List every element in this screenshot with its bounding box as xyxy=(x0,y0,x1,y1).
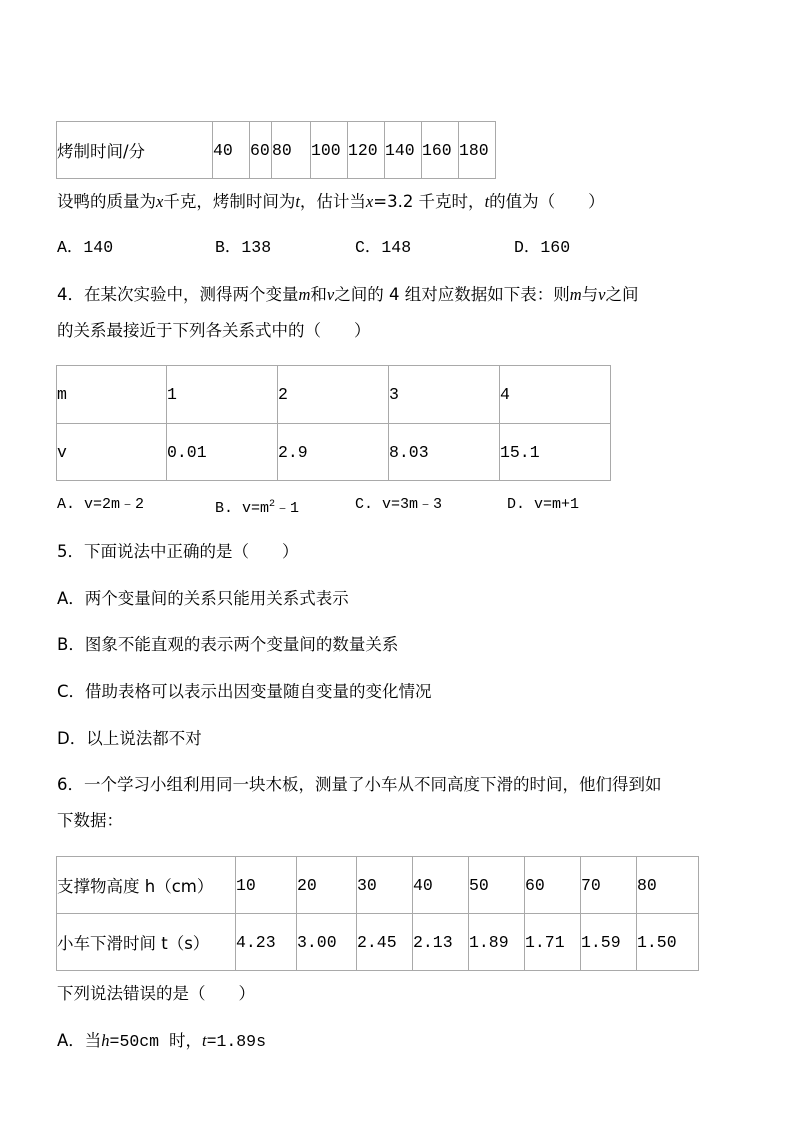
q6-table-cell: 1.59 xyxy=(581,914,637,971)
q3-option-d: D．160 xyxy=(514,238,571,257)
q6-table-cell: 70 xyxy=(581,857,637,914)
q6-table-cell: 80 xyxy=(637,857,699,914)
q6-stem-line1: 6．一个学习小组利用同一块木板，测量了小车从不同高度下滑的时间，他们得到如 xyxy=(57,775,662,794)
q3-option-b: B．138 xyxy=(215,238,272,257)
q5-option-b: B．图象不能直观的表示两个变量间的数量关系 xyxy=(57,635,399,654)
q3-option-c: C．148 xyxy=(355,238,412,257)
q3-table xyxy=(56,121,496,179)
q5-option-a: A．两个变量间的关系只能用关系式表示 xyxy=(57,589,349,608)
q6-table-cell: 10 xyxy=(236,857,297,914)
q6-table-header-time: 小车下滑时间 t（s） xyxy=(57,914,236,971)
q4-table-header-v: v xyxy=(57,424,167,481)
q6-table-cell: 2.45 xyxy=(357,914,413,971)
q4-stem-line2: 的关系最接近于下列各关系式中的（ ） xyxy=(57,321,371,340)
q3-table-cell: 40 xyxy=(213,122,250,179)
q3-stem: 设鸭的质量为x千克，烤制时间为t，估计当x=3.2 千克时，t的值为（ ） xyxy=(57,192,605,211)
q6-table-cell: 50 xyxy=(469,857,525,914)
q6-question: 下列说法错误的是（ ） xyxy=(57,984,255,1003)
q4-table-cell: 2 xyxy=(278,366,389,424)
q3-table-cell: 140 xyxy=(385,122,422,179)
q5-stem: 5．下面说法中正确的是（ ） xyxy=(57,542,299,561)
q6-table-cell: 60 xyxy=(525,857,581,914)
q3-table-cell: 180 xyxy=(459,122,496,179)
q6-table-cell: 1.71 xyxy=(525,914,581,971)
q3-table-cell: 120 xyxy=(348,122,385,179)
q6-table-cell: 2.13 xyxy=(413,914,469,971)
q4-stem-line1: 4．在某次实验中，测得两个变量m和v之间的 4 组对应数据如下表：则m与v之间 xyxy=(57,285,639,304)
q4-table-cell: 4 xyxy=(500,366,611,424)
q6-table-cell: 3.00 xyxy=(297,914,357,971)
q3-table-cell: 160 xyxy=(422,122,459,179)
q6-table-header-height: 支撑物高度 h（cm） xyxy=(57,857,236,914)
q4-table xyxy=(56,365,611,481)
q3-table-cell: 100 xyxy=(311,122,348,179)
q6-table-cell: 40 xyxy=(413,857,469,914)
q4-table-cell: 15.1 xyxy=(500,424,611,481)
q4-table-cell: 8.03 xyxy=(389,424,500,481)
q3-table-header: 烤制时间/分 xyxy=(57,122,213,179)
q3-table-cell: 80 xyxy=(272,122,311,179)
q4-option-c: C. v=3m﹣3 xyxy=(355,496,443,513)
q6-table-cell: 30 xyxy=(357,857,413,914)
q6-table-cell: 4.23 xyxy=(236,914,297,971)
q6-stem-line2: 下数据： xyxy=(57,811,123,830)
q4-table-cell: 2.9 xyxy=(278,424,389,481)
q6-table-cell: 1.50 xyxy=(637,914,699,971)
q6-option-a: A．当h=50cm 时，t=1.89s xyxy=(57,1031,266,1051)
q4-table-header-m: m xyxy=(57,366,167,424)
q4-table-cell: 0.01 xyxy=(167,424,278,481)
q4-option-a: A. v=2m﹣2 xyxy=(57,496,145,513)
q4-table-cell: 1 xyxy=(167,366,278,424)
q5-option-c: C．借助表格可以表示出因变量随自变量的变化情况 xyxy=(57,682,432,701)
q4-option-b: B. $v=m^2﹣1$ xyxy=(215,499,300,517)
q6-table xyxy=(56,856,699,971)
q6-table-cell: 20 xyxy=(297,857,357,914)
q4-table-cell: 3 xyxy=(389,366,500,424)
q4-option-d: D. v=m+1 xyxy=(507,496,580,513)
q3-table-cell: 60 xyxy=(250,122,272,179)
q5-option-d: D．以上说法都不对 xyxy=(57,729,202,748)
q6-table-cell: 1.89 xyxy=(469,914,525,971)
q3-option-a: A．140 xyxy=(57,238,114,257)
